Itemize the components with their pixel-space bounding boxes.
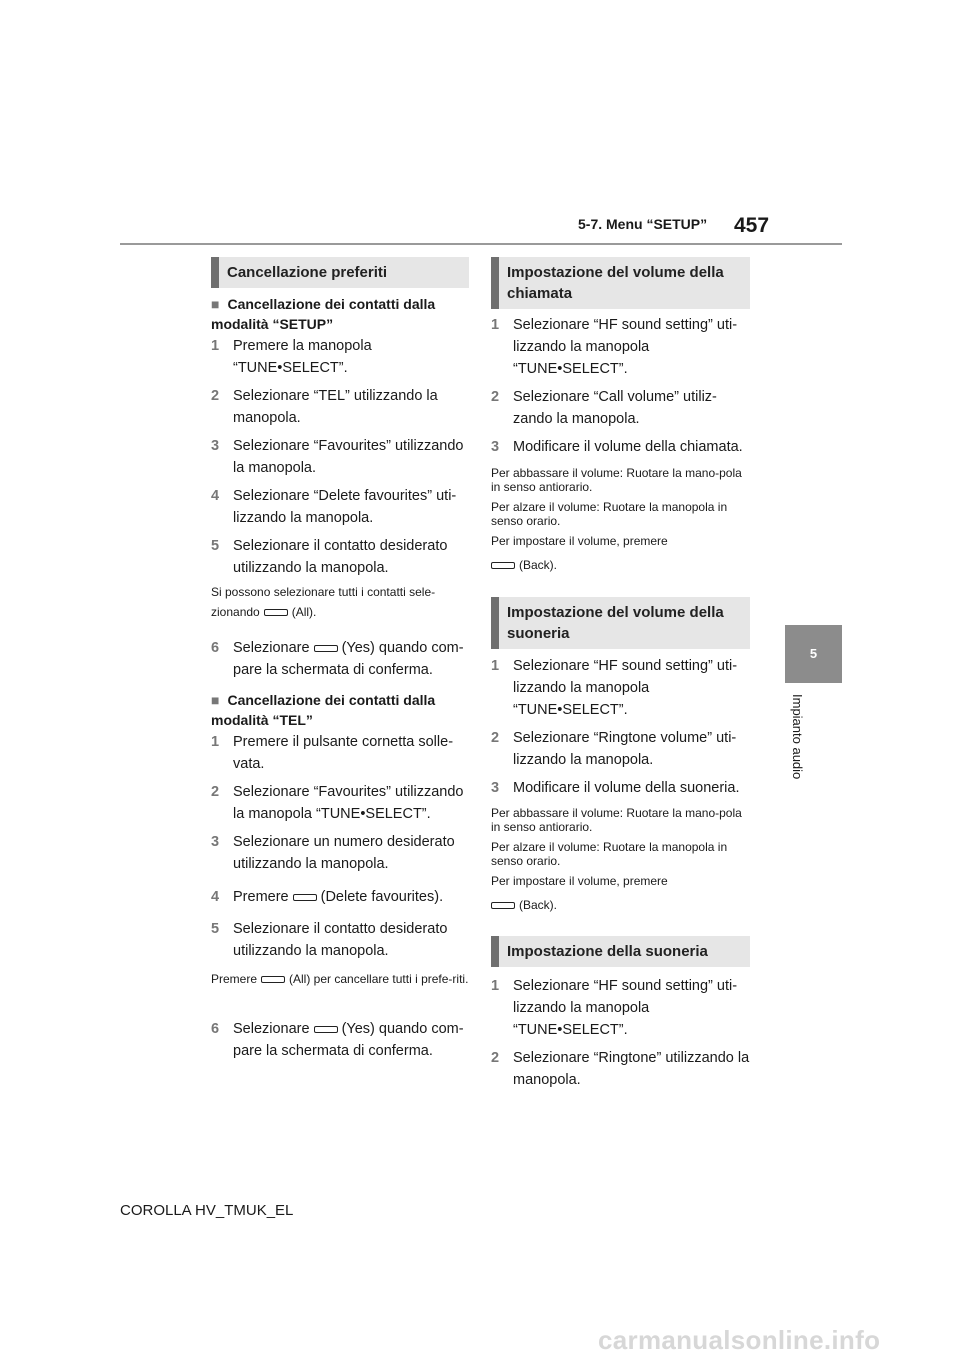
step-2	[491, 727, 751, 771]
step-number: 2	[491, 389, 500, 405]
note-line: Per alzare il volume: Ruotare la manopola in senso orario.	[491, 840, 728, 868]
note-text: (All).	[291, 605, 317, 619]
step-1	[491, 314, 751, 380]
step-text-pre: Selezionare	[233, 640, 310, 656]
screen-button-icon	[314, 1026, 338, 1033]
note-line: Per impostare il volume, premere	[491, 874, 668, 888]
step-text	[233, 1018, 471, 1062]
step-2	[491, 386, 751, 430]
chapter-label: Impianto audio	[790, 694, 805, 780]
step-number: 3	[491, 780, 500, 796]
step-text: Selezionare “HF sound setting” uti-lizzando la manopola “TUNE•SELECT”.	[513, 658, 738, 718]
step-text: Selezionare “Ringtone volume” uti-lizzando la manopola.	[513, 730, 737, 768]
subsection-label: Cancellazione dei contatti dalla modalità “SETUP”	[211, 296, 436, 332]
section-title-cancellazione: Cancellazione preferiti	[211, 257, 469, 288]
step-text: Selezionare un numero desiderato utilizzando la manopola.	[233, 834, 455, 872]
step-text: Premere il pulsante cornetta solle-vata.	[233, 734, 454, 772]
step-number: 3	[491, 439, 500, 455]
chapter-tab: 5	[785, 625, 842, 683]
note-text: (Back).	[519, 898, 558, 912]
step-number: 6	[211, 640, 220, 656]
section-title-ringtone: Impostazione della suoneria	[491, 936, 750, 967]
screen-button-icon	[491, 902, 515, 909]
subsection-tel-mode	[211, 690, 469, 730]
step-text: Modificare il volume della suoneria.	[513, 780, 740, 796]
step-number: 4	[211, 889, 220, 905]
step-1	[491, 975, 751, 1041]
note-line: Per impostare il volume, premere	[491, 534, 668, 548]
step-number: 4	[211, 488, 220, 504]
step-text-post: (Yes) quando com-pare la schermata di conferma.	[233, 1021, 464, 1059]
step-6	[211, 1018, 471, 1062]
step-2	[491, 1047, 751, 1091]
subsection-setup-mode	[211, 294, 469, 334]
step-number: 1	[491, 317, 500, 333]
step-3	[211, 435, 471, 479]
step-5	[211, 918, 471, 962]
step-text-pre: Premere	[233, 889, 289, 905]
note-select-all	[211, 585, 469, 619]
section-title-ringtone-volume: Impostazione del volume della suoneria	[491, 597, 750, 649]
section-title-call-volume: Impostazione del volume della chiamata	[491, 257, 750, 309]
step-3	[211, 831, 471, 875]
step-text: Modificare il volume della chiamata.	[513, 439, 743, 455]
header-divider	[120, 243, 842, 245]
square-bullet-icon: ■	[211, 296, 220, 312]
note-line: Per abbassare il volume: Ruotare la mano-pola in senso antiorario.	[491, 806, 742, 834]
note-delete-all	[211, 972, 469, 986]
step-text: Selezionare “Favourites” utilizzando la manopola.	[233, 438, 464, 476]
step-number: 2	[211, 388, 220, 404]
step-4	[211, 485, 471, 529]
note-line	[491, 898, 749, 912]
step-text: Selezionare “TEL” utilizzando la manopola.	[233, 388, 438, 426]
screen-button-icon	[261, 976, 285, 983]
step-text: Selezionare “HF sound setting” uti-lizzando la manopola “TUNE•SELECT”.	[513, 317, 738, 377]
note-text: (Back).	[519, 558, 558, 572]
step-number: 5	[211, 538, 220, 554]
step-text-post: (Yes) quando com-pare la schermata di conferma.	[233, 640, 464, 678]
note-line	[211, 605, 469, 619]
step-number: 2	[491, 1050, 500, 1066]
step-1	[211, 731, 471, 775]
step-number: 3	[211, 438, 220, 454]
note-call-volume	[491, 466, 749, 572]
note-line: Per alzare il volume: Ruotare la manopola in senso orario.	[491, 500, 728, 528]
step-number: 2	[211, 784, 220, 800]
note-line: Si possono selezionare tutti i contatti sele-	[211, 585, 436, 599]
square-bullet-icon: ■	[211, 692, 220, 708]
step-3	[491, 436, 751, 458]
step-2	[211, 781, 471, 825]
step-text: Selezionare “Call volume” utiliz-zando la manopola.	[513, 389, 717, 427]
step-text: Selezionare il contatto desiderato utilizzando la manopola.	[233, 538, 448, 576]
screen-button-icon	[264, 609, 288, 616]
header-section-title: 5-7. Menu “SETUP”	[578, 216, 708, 232]
step-1	[491, 655, 751, 721]
step-number: 2	[491, 730, 500, 746]
step-1	[211, 335, 471, 379]
step-text: Selezionare “Delete favourites” uti-lizzando la manopola.	[233, 488, 457, 526]
step-text: Selezionare il contatto desiderato utilizzando la manopola.	[233, 921, 448, 959]
note-line	[491, 558, 749, 572]
step-text-pre: Selezionare	[233, 1021, 310, 1037]
step-text: Premere la manopola “TUNE•SELECT”.	[233, 338, 372, 376]
step-text: Selezionare “Favourites” utilizzando la manopola “TUNE•SELECT”.	[233, 784, 464, 822]
step-number: 1	[491, 978, 500, 994]
step-number: 1	[491, 658, 500, 674]
note-text: zionando	[211, 605, 260, 619]
step-text-post: (Delete favourites).	[320, 889, 444, 905]
subsection-label: Cancellazione dei contatti dalla modalità “TEL”	[211, 692, 436, 728]
step-number: 3	[211, 834, 220, 850]
note-ringtone-volume	[491, 806, 749, 912]
step-text	[233, 886, 471, 908]
step-number: 1	[211, 734, 220, 750]
screen-button-icon	[314, 645, 338, 652]
step-6	[211, 637, 471, 681]
note-text: Premere	[211, 972, 258, 986]
step-number: 6	[211, 1021, 220, 1037]
watermark: carmanualsonline.info	[598, 1325, 881, 1355]
step-4	[211, 886, 471, 908]
screen-button-icon	[293, 894, 317, 901]
step-text	[233, 637, 471, 681]
footer-model-code: COROLLA HV_TMUK_EL	[120, 1202, 294, 1219]
note-text: (All) per cancellare tutti i prefe-riti.	[289, 972, 469, 986]
step-number: 1	[211, 338, 220, 354]
screen-button-icon	[491, 562, 515, 569]
step-3	[491, 777, 751, 799]
step-number: 5	[211, 921, 220, 937]
step-2	[211, 385, 471, 429]
page-number: 457	[734, 214, 770, 237]
step-text: Selezionare “HF sound setting” uti-lizzando la manopola “TUNE•SELECT”.	[513, 978, 738, 1038]
note-line: Per abbassare il volume: Ruotare la mano-pola in senso antiorario.	[491, 466, 742, 494]
step-5	[211, 535, 471, 579]
step-text: Selezionare “Ringtone” utilizzando la manopola.	[513, 1050, 750, 1088]
